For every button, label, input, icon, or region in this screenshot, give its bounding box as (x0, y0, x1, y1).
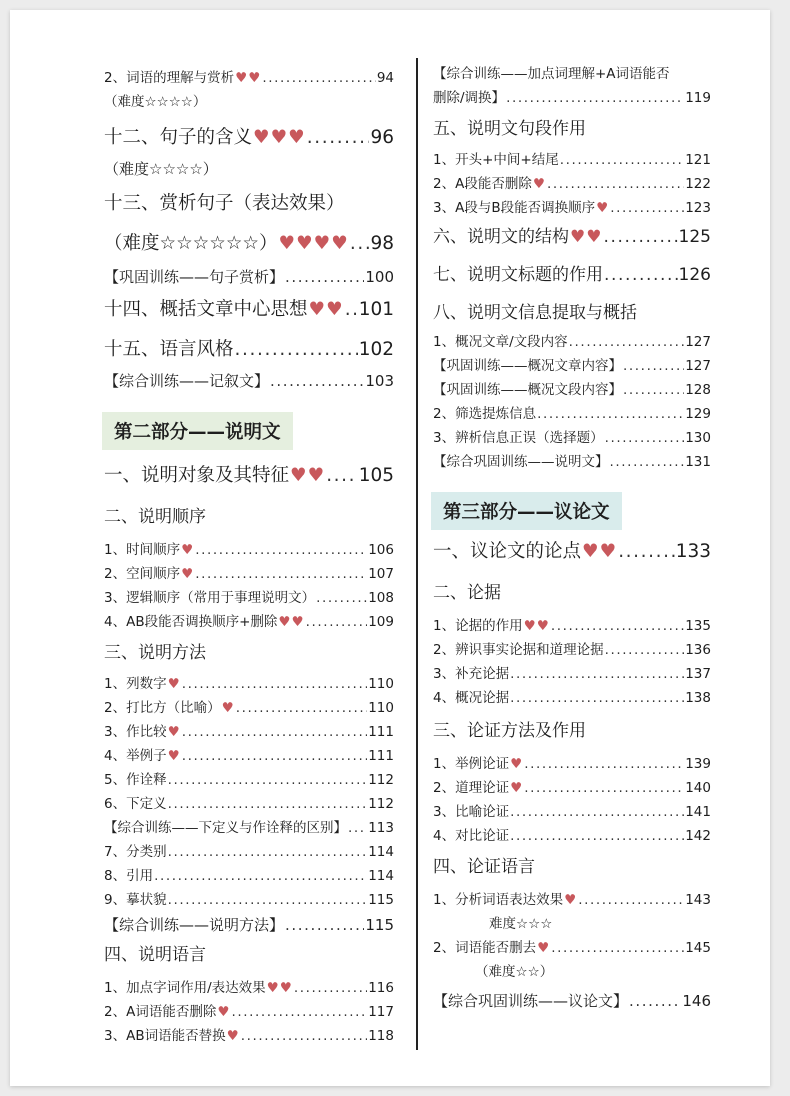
toc-entry[interactable] (433, 614, 711, 638)
toc-entry[interactable] (104, 768, 394, 792)
dot-leader (610, 196, 684, 220)
dot-leader (569, 330, 685, 354)
toc-left-column (104, 66, 394, 1048)
page-number: 141 (685, 804, 711, 820)
entry-title: 1、分析词语表达效果 (433, 892, 564, 908)
entry-title: （难度☆☆☆☆） (104, 94, 207, 110)
dot-leader (348, 816, 367, 840)
page-number: 137 (685, 666, 711, 682)
difficulty-heart-icon: ♥♥ (582, 541, 618, 562)
page-number: 112 (368, 772, 394, 788)
dot-leader (524, 776, 684, 800)
entry-title: 2、筛选提炼信息 (433, 406, 537, 422)
dot-leader (316, 586, 367, 610)
entry-title: 十五、语言风格 (104, 339, 234, 360)
dot-leader (605, 638, 685, 662)
entry-title: 【综合训练——记叙文】 (104, 372, 270, 390)
page-number: 114 (368, 868, 394, 884)
entry-title: 3、AB词语能否替换 (104, 1028, 226, 1044)
toc-entry[interactable] (104, 792, 394, 816)
difficulty-heart-icon: ♥♥ (570, 227, 603, 247)
toc-entry[interactable] (104, 840, 394, 864)
page-number: 117 (368, 1004, 394, 1020)
entry-title: 1、加点字词作用/表达效果 (104, 980, 266, 996)
toc-entry[interactable] (104, 720, 394, 744)
toc-entry[interactable] (104, 264, 394, 290)
page-number: 96 (370, 127, 394, 148)
toc-entry[interactable] (433, 148, 711, 172)
toc-entry[interactable] (433, 988, 711, 1014)
page-number: 142 (685, 828, 711, 844)
page-number: 108 (368, 590, 394, 606)
dot-leader (510, 824, 684, 848)
toc-entry[interactable] (104, 1024, 394, 1048)
entry-title: 删除/调换】 (433, 90, 506, 106)
dot-leader (326, 460, 358, 492)
toc-entry[interactable] (433, 378, 711, 402)
dot-leader (604, 260, 678, 290)
dot-leader (610, 450, 685, 474)
toc-entry[interactable] (433, 86, 711, 110)
dot-leader (195, 562, 367, 586)
toc-entry[interactable] (433, 354, 711, 378)
toc-entry[interactable] (433, 426, 711, 450)
page-number: 146 (682, 992, 711, 1010)
entry-title: 2、词语能否删去 (433, 940, 537, 956)
difficulty-heart-icon: ♥ (167, 676, 181, 692)
page-number: 121 (685, 152, 711, 168)
dot-leader (618, 536, 675, 568)
difficulty-heart-icon: ♥ (532, 176, 546, 192)
dot-leader (168, 768, 368, 792)
entry-title: 4、概况论据 (433, 690, 510, 706)
entry-title: 四、论证语言 (433, 857, 535, 877)
entry-title: 八、说明文信息提取与概括 (433, 303, 637, 323)
toc-entry[interactable] (104, 368, 394, 394)
toc-entry[interactable] (104, 294, 394, 326)
page-number: 122 (685, 176, 711, 192)
page-number: 138 (685, 690, 711, 706)
toc-heading (433, 578, 711, 608)
entry-title: 7、分类别 (104, 844, 167, 860)
dot-leader (182, 672, 368, 696)
toc-heading (433, 852, 711, 882)
dot-leader (510, 800, 684, 824)
page-number: 126 (678, 265, 711, 285)
dot-leader (285, 264, 364, 290)
dot-leader (285, 912, 364, 938)
entry-title: 1、论据的作用 (433, 618, 523, 634)
entry-title: 2、A段能否删除 (433, 176, 532, 192)
entry-title: 十三、赏析句子（表达效果） (104, 193, 345, 214)
dot-leader (560, 148, 685, 172)
entry-title: 1、举例论证 (433, 756, 510, 772)
page-number: 103 (365, 372, 394, 390)
toc-entry[interactable] (104, 816, 394, 840)
section-heading: 第三部分——议论文 (431, 492, 622, 530)
dot-leader (168, 792, 368, 816)
dot-leader (195, 538, 367, 562)
entry-title: 七、说明文标题的作用 (433, 265, 603, 285)
entry-title: 3、辨析信息正误（选择题） (433, 430, 604, 446)
toc-entry[interactable] (433, 800, 711, 824)
toc-entry[interactable] (433, 196, 711, 220)
entry-title: 五、说明文句段作用 (433, 119, 586, 139)
entry-title: 【综合巩固训练——议论文】 (433, 992, 629, 1010)
entry-title: 十二、句子的含义 (104, 127, 253, 148)
entry-title: 2、打比方（比喻） (104, 700, 221, 716)
difficulty-heart-icon: ♥ (564, 892, 578, 908)
toc-entry[interactable] (104, 228, 394, 260)
toc-heading (104, 188, 394, 220)
difficulty-heart-icon: ♥ (181, 542, 195, 558)
toc-entry[interactable] (433, 824, 711, 848)
page-number: 129 (685, 406, 711, 422)
dot-leader (629, 988, 681, 1014)
toc-entry[interactable] (104, 66, 394, 90)
dot-leader (510, 662, 684, 686)
page-number: 107 (368, 566, 394, 582)
dot-leader (603, 222, 677, 252)
entry-title: 1、开头+中间+结尾 (433, 152, 559, 168)
entry-title: 3、A段与B段能否调换顺序 (433, 200, 596, 216)
page-number: 116 (368, 980, 394, 996)
dot-leader (578, 888, 684, 912)
page-number: 111 (368, 748, 394, 764)
entry-title: 二、说明顺序 (104, 507, 206, 527)
page-number: 110 (368, 676, 394, 692)
dot-leader (537, 402, 684, 426)
entry-title: 1、概况文章/文段内容 (433, 334, 568, 350)
page-number: 94 (376, 70, 394, 86)
dot-leader (307, 122, 370, 154)
entry-title: （难度☆☆☆☆） (104, 160, 218, 178)
page-number: 109 (368, 614, 394, 630)
page-number: 100 (365, 268, 394, 286)
toc-entry[interactable] (433, 888, 711, 912)
toc-heading (104, 502, 394, 532)
dot-leader (510, 686, 684, 710)
page-number: 115 (365, 916, 394, 934)
difficulty-heart-icon: ♥♥♥♥ (278, 233, 349, 254)
toc-entry[interactable] (433, 260, 711, 290)
page-number: 139 (685, 756, 711, 772)
entry-title: 1、时间顺序 (104, 542, 181, 558)
entry-title: 4、AB段能否调换顺序+删除 (104, 614, 278, 630)
entry-title: 【巩固训练——概况文段内容】 (433, 382, 622, 398)
toc-entry[interactable] (104, 610, 394, 634)
entry-title: 3、比喻论证 (433, 804, 510, 820)
dot-leader (235, 334, 358, 366)
page-number: 119 (685, 90, 711, 106)
difficulty-heart-icon: ♥♥ (266, 980, 293, 996)
column-divider (416, 58, 418, 1050)
toc-entry[interactable] (104, 562, 394, 586)
difficulty-heart-icon: ♥ (167, 748, 181, 764)
difficulty-heart-icon: ♥ (510, 780, 524, 796)
dot-leader (524, 752, 684, 776)
difficulty-heart-icon: ♥ (537, 940, 551, 956)
dot-leader (345, 294, 358, 326)
entry-title: （难度☆☆） (475, 964, 554, 980)
page-number: 135 (685, 618, 711, 634)
entry-title: 六、说明文的结构 (433, 227, 569, 247)
entry-title: 【综合训练——加点词理解+A词语能否 (433, 66, 670, 82)
entry-title: 二、论据 (433, 583, 501, 603)
dot-leader (154, 864, 367, 888)
toc-heading (104, 90, 394, 114)
toc-entry[interactable] (433, 936, 711, 960)
page-number: 140 (685, 780, 711, 796)
toc-entry[interactable] (433, 752, 711, 776)
difficulty-heart-icon: ♥ (221, 700, 235, 716)
toc-entry[interactable] (433, 330, 711, 354)
toc-heading (104, 638, 394, 668)
entry-title: 3、逻辑顺序（常用于事理说明文） (104, 590, 316, 606)
difficulty-heart-icon: ♥♥ (308, 299, 344, 320)
toc-entry[interactable] (104, 460, 394, 492)
toc-entry[interactable] (433, 536, 711, 568)
dot-leader (551, 936, 684, 960)
dot-leader (231, 1000, 367, 1024)
toc-entry[interactable] (104, 976, 394, 1000)
dot-leader (182, 744, 368, 768)
page-number: 113 (368, 820, 394, 836)
entry-title: 三、论证方法及作用 (433, 721, 586, 741)
toc-heading (104, 156, 394, 182)
entry-title: 2、辨识事实论据和道理论据 (433, 642, 604, 658)
page-number: 131 (685, 454, 711, 470)
entry-title: 3、补充论据 (433, 666, 510, 682)
entry-title: 6、下定义 (104, 796, 167, 812)
dot-leader (306, 610, 368, 634)
entry-title: 2、词语的理解与赏析 (104, 70, 235, 86)
dot-leader (605, 426, 685, 450)
page-number: 102 (358, 339, 394, 360)
page-number: 143 (685, 892, 711, 908)
toc-entry[interactable] (104, 334, 394, 366)
entry-title: 4、对比论证 (433, 828, 510, 844)
toc-entry[interactable] (433, 450, 711, 474)
entry-title: 三、说明方法 (104, 643, 206, 663)
difficulty-heart-icon: ♥ (181, 566, 195, 582)
toc-entry[interactable] (104, 1000, 394, 1024)
difficulty-heart-icon: ♥ (510, 756, 524, 772)
page-number: 106 (368, 542, 394, 558)
page-number: 118 (368, 1028, 394, 1044)
toc-heading (433, 62, 711, 86)
entry-title: 【综合训练——下定义与作诠释的区别】 (104, 820, 347, 836)
toc-heading (433, 114, 711, 144)
dot-leader (236, 696, 368, 720)
toc-entry[interactable] (433, 222, 711, 252)
toc-entry[interactable] (104, 696, 394, 720)
toc-entry[interactable] (433, 172, 711, 196)
difficulty-heart-icon: ♥ (217, 1004, 231, 1020)
difficulty-heart-icon: ♥♥ (290, 465, 326, 486)
difficulty-heart-icon: ♥ (167, 724, 181, 740)
toc-entry[interactable] (104, 586, 394, 610)
dot-leader (350, 228, 370, 260)
dot-leader (551, 614, 684, 638)
dot-leader (623, 378, 684, 402)
dot-leader (168, 840, 368, 864)
page-number: 110 (368, 700, 394, 716)
entry-title: 2、空间顺序 (104, 566, 181, 582)
entry-title: 4、举例子 (104, 748, 167, 764)
dot-leader (270, 368, 364, 394)
difficulty-heart-icon: ♥ (596, 200, 610, 216)
entry-title: 【综合训练——说明方法】 (104, 916, 285, 934)
entry-title: 5、作诠释 (104, 772, 167, 788)
page-number: 133 (675, 541, 711, 562)
entry-title: 一、说明对象及其特征 (104, 465, 290, 486)
toc-heading (433, 716, 711, 746)
entry-title: 2、A词语能否删除 (104, 1004, 217, 1020)
entry-title: 四、说明语言 (104, 945, 206, 965)
toc-heading (433, 298, 711, 328)
page-number: 114 (368, 844, 394, 860)
difficulty-heart-icon: ♥ (226, 1028, 240, 1044)
toc-entry[interactable] (104, 122, 394, 154)
page-number: 128 (685, 382, 711, 398)
page-number: 101 (358, 299, 394, 320)
dot-leader (623, 354, 684, 378)
entry-title: 【巩固训练——句子赏析】 (104, 268, 285, 286)
dot-leader (182, 720, 368, 744)
entry-title: 十四、概括文章中心思想 (104, 299, 308, 320)
entry-title: 1、列数字 (104, 676, 167, 692)
page-number: 112 (368, 796, 394, 812)
page-number: 123 (685, 200, 711, 216)
page-number: 98 (370, 233, 394, 254)
dot-leader (168, 888, 368, 912)
toc-entry[interactable] (104, 744, 394, 768)
toc-heading (433, 912, 711, 936)
toc-entry[interactable] (433, 638, 711, 662)
page-number: 115 (368, 892, 394, 908)
toc-entry[interactable] (433, 662, 711, 686)
toc-entry[interactable] (433, 686, 711, 710)
page-number: 145 (685, 940, 711, 956)
page-number: 130 (685, 430, 711, 446)
section-heading: 第二部分——说明文 (102, 412, 293, 450)
page-number: 127 (685, 334, 711, 350)
toc-heading (433, 960, 711, 984)
toc-entry[interactable] (104, 912, 394, 938)
difficulty-heart-icon: ♥♥ (278, 614, 305, 630)
entry-title: 【巩固训练——概况文章内容】 (433, 358, 622, 374)
toc-entry[interactable] (104, 538, 394, 562)
page-number: 105 (358, 465, 394, 486)
toc-entry[interactable] (433, 776, 711, 800)
toc-entry[interactable] (104, 672, 394, 696)
entry-title: 3、作比较 (104, 724, 167, 740)
dot-leader (547, 172, 684, 196)
page-number: 136 (685, 642, 711, 658)
dot-leader (294, 976, 367, 1000)
toc-entry[interactable] (433, 402, 711, 426)
entry-title: 一、议论文的论点 (433, 541, 582, 562)
difficulty-heart-icon: ♥♥ (235, 70, 262, 86)
dot-leader (506, 86, 684, 110)
dot-leader (262, 66, 376, 90)
entry-title: 8、引用 (104, 868, 154, 884)
entry-title: 2、道理论证 (433, 780, 510, 796)
entry-title: 难度☆☆☆ (489, 916, 553, 932)
dot-leader (241, 1024, 368, 1048)
toc-right-column (433, 62, 711, 1014)
page-number: 125 (678, 227, 711, 247)
page-number: 111 (368, 724, 394, 740)
entry-title: （难度☆☆☆☆☆☆） (104, 233, 278, 254)
toc-heading (104, 940, 394, 970)
toc-entry[interactable] (104, 888, 394, 912)
page-number: 127 (685, 358, 711, 374)
entry-title: 9、摹状貌 (104, 892, 167, 908)
document-page (10, 10, 770, 1086)
toc-entry[interactable] (104, 864, 394, 888)
entry-title: 【综合巩固训练——说明文】 (433, 454, 609, 470)
difficulty-heart-icon: ♥♥ (523, 618, 550, 634)
difficulty-heart-icon: ♥♥♥ (253, 127, 306, 148)
